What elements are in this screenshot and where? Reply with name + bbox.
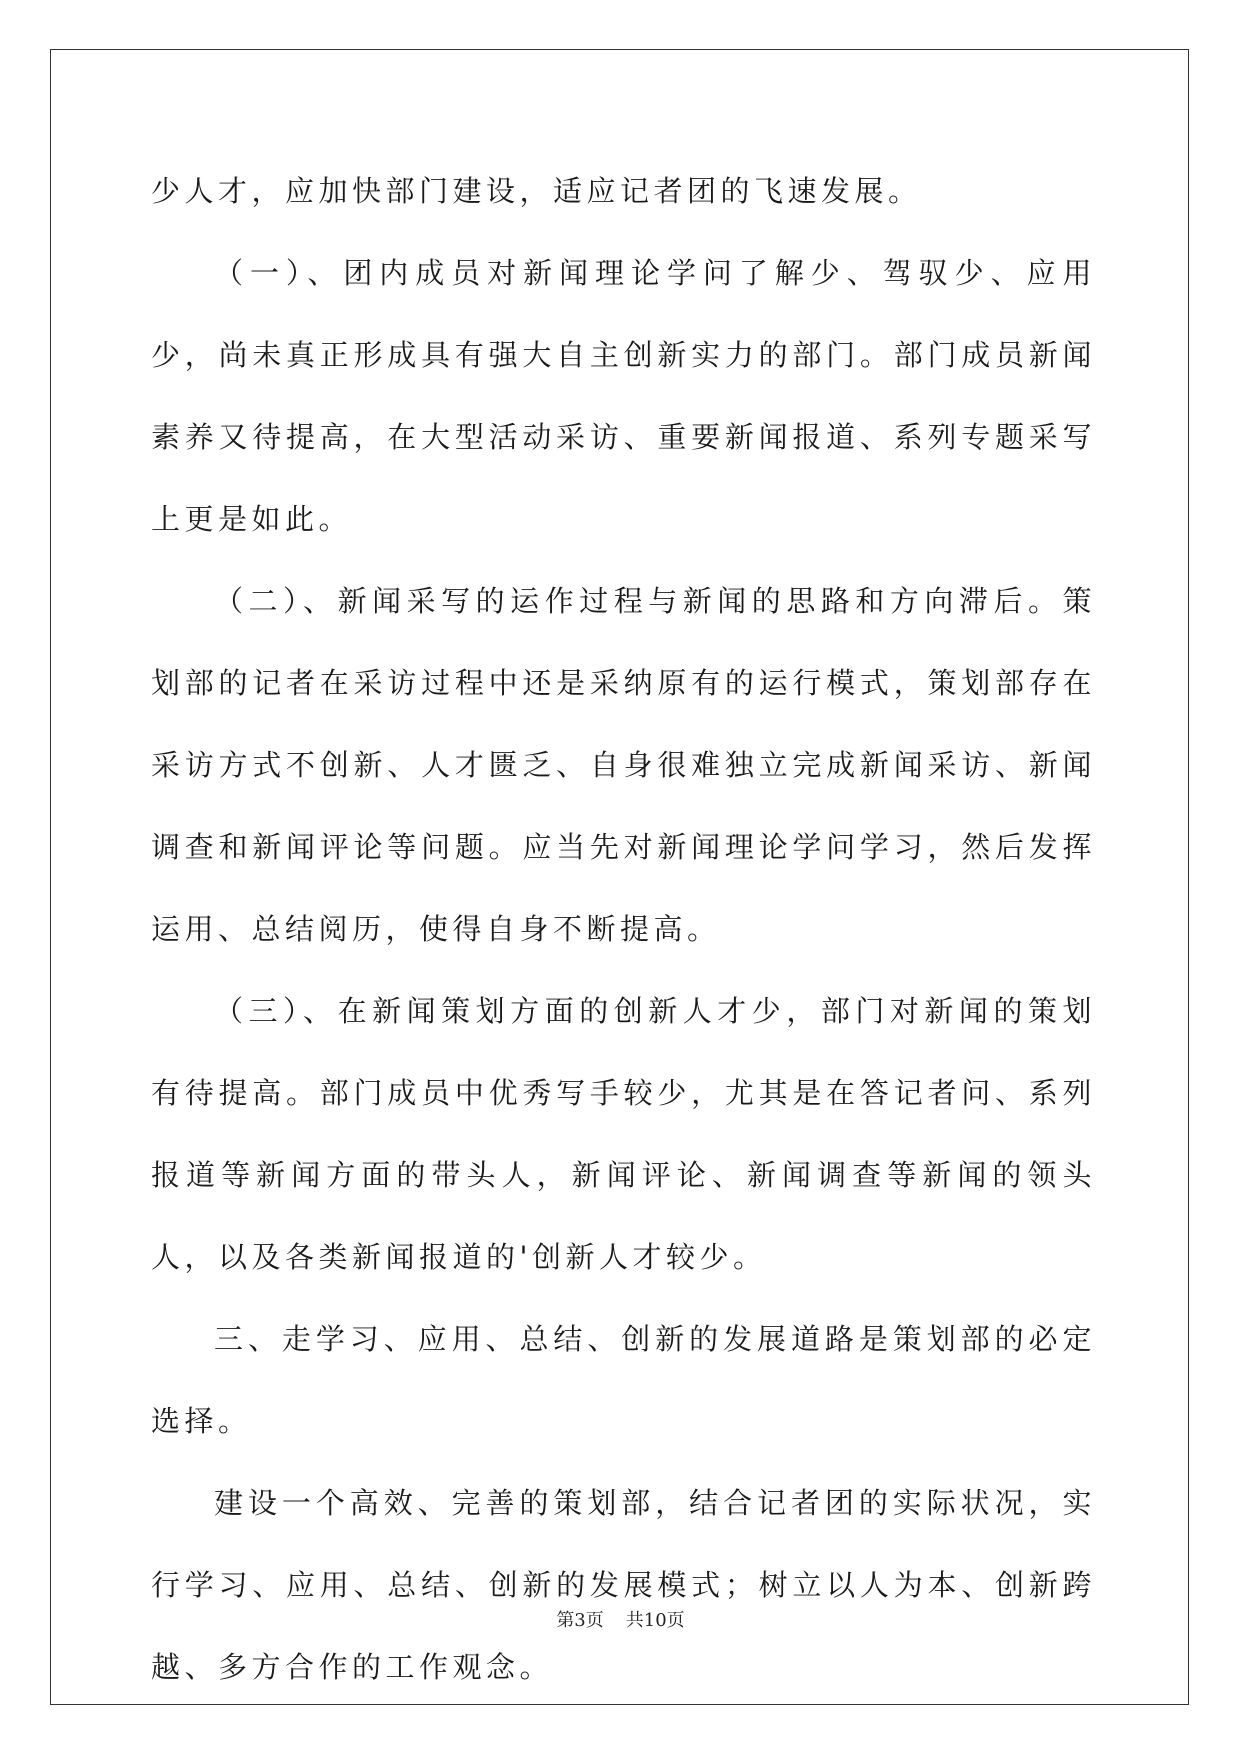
document-body xyxy=(151,150,1096,1708)
page-number: 第3页 xyxy=(556,1610,604,1631)
page-total: 共10页 xyxy=(625,1610,685,1631)
paragraph: 少人才，应加快部门建设，适应记者团的飞速发展。 xyxy=(151,174,922,208)
paragraph: （三）、在新闻策划方面的创新人才少，部门对新闻的策划有待提高。部门成员中优秀写手较少，尤其是在答记者问、系列报道等新闻方面的带头人，新闻评论、新闻调查等新闻的领头人，以及各类新闻报道的'创新人才较少。 xyxy=(151,994,1096,1274)
paragraph: （一）、团内成员对新闻理论学问了解少、驾驭少、应用少，尚未真正形成具有强大自主创新实力的部门。部门成员新闻素养又待提高，在大型活动采访、重要新闻报道、系列专题采写上更是如此。 xyxy=(151,256,1096,536)
paragraph: 建设一个高效、完善的策划部，结合记者团的实际状况，实行学习、应用、总结、创新的发展模式；树立以人为本、创新跨越、多方合作的工作观念。 xyxy=(151,1486,1096,1684)
paragraph: 三、走学习、应用、总结、创新的发展道路是策划部的必定选择。 xyxy=(151,1322,1096,1438)
page-footer xyxy=(0,1606,1241,1632)
paragraph: （二）、新闻采写的运作过程与新闻的思路和方向滞后。策划部的记者在采访过程中还是采纳原有的运行模式，策划部存在采访方式不创新、人才匮乏、自身很难独立完成新闻采访、新闻调查和新闻评论等问题。应当先对新闻理论学问学习，然后发挥运用、总结阅历，使得自身不断提高。 xyxy=(151,584,1096,946)
